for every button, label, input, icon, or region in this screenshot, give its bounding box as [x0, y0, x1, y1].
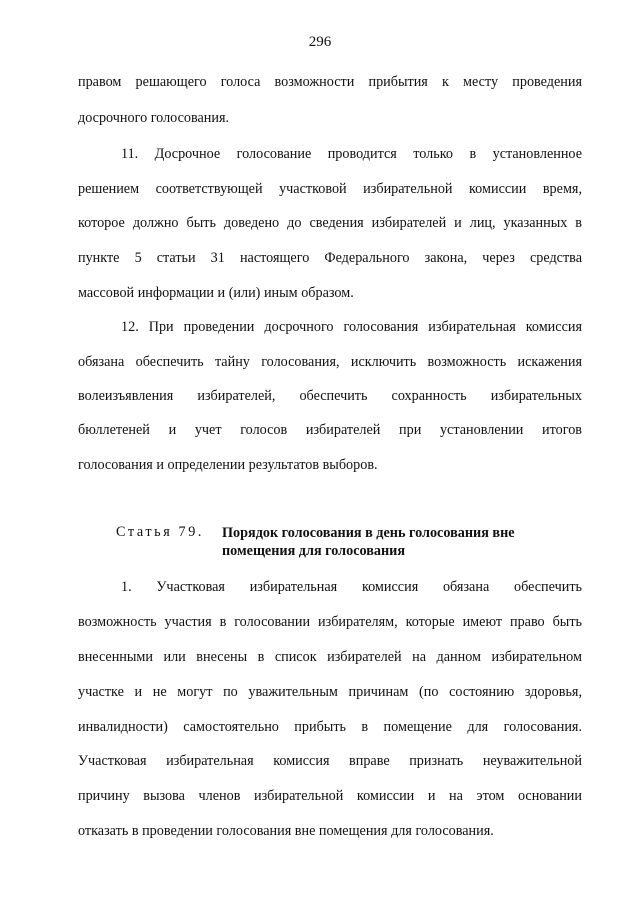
paragraph-line: внесенными или внесены в список избирателей на данном избирательном [78, 649, 582, 665]
article-title: Порядок голосования в день голосования вне [222, 525, 515, 541]
paragraph-line: пункте 5 статьи 31 настоящего Федерального закона, через средства [78, 250, 582, 266]
paragraph-line: отказать в проведении голосования вне помещения для голосования. [78, 823, 494, 839]
paragraph-line: бюллетеней и учет голосов избирателей при установлении итогов [78, 422, 582, 438]
paragraph-line: возможность участия в голосовании избирателям, которые имеют право быть [78, 614, 582, 630]
paragraph-line: участке и не могут по уважительным причинам (по состоянию здоровья, [78, 684, 582, 700]
paragraph-line: обязана обеспечить тайну голосования, исключить возможность искажения [78, 354, 582, 370]
paragraph-line: волеизъявления избирателей, обеспечить сохранность избирательных [78, 388, 582, 404]
paragraph-line: досрочного голосования. [78, 110, 230, 126]
page-number: 296 [308, 34, 332, 50]
paragraph-line: голосования и определении результатов выборов. [78, 457, 378, 473]
paragraph-line: решением соответствующей участковой избирательной комиссии время, [78, 181, 582, 197]
paragraph-line: 1. Участковая избирательная комиссия обязана обеспечить [121, 579, 582, 595]
article-label: Статья 79. [116, 524, 205, 540]
paragraph-line: массовой информации и (или) иным образом. [78, 285, 354, 301]
paragraph-line: правом решающего голоса возможности прибытия к месту проведения [78, 74, 582, 90]
paragraph-line: которое должно быть доведено до сведения избирателей и лиц, указанных в [78, 215, 582, 231]
paragraph-line: 12. При проведении досрочного голосования избирательная комиссия [121, 319, 582, 335]
paragraph-line: 11. Досрочное голосование проводится только в установленное [121, 146, 582, 162]
paragraph-line: причину вызова членов избирательной комиссии и на этом основании [78, 788, 582, 804]
paragraph-line: инвалидности) самостоятельно прибыть в помещение для голосования. [78, 719, 582, 735]
article-title: помещения для голосования [222, 543, 406, 559]
paragraph-line: Участковая избирательная комиссия вправе признать неуважительной [78, 753, 582, 769]
